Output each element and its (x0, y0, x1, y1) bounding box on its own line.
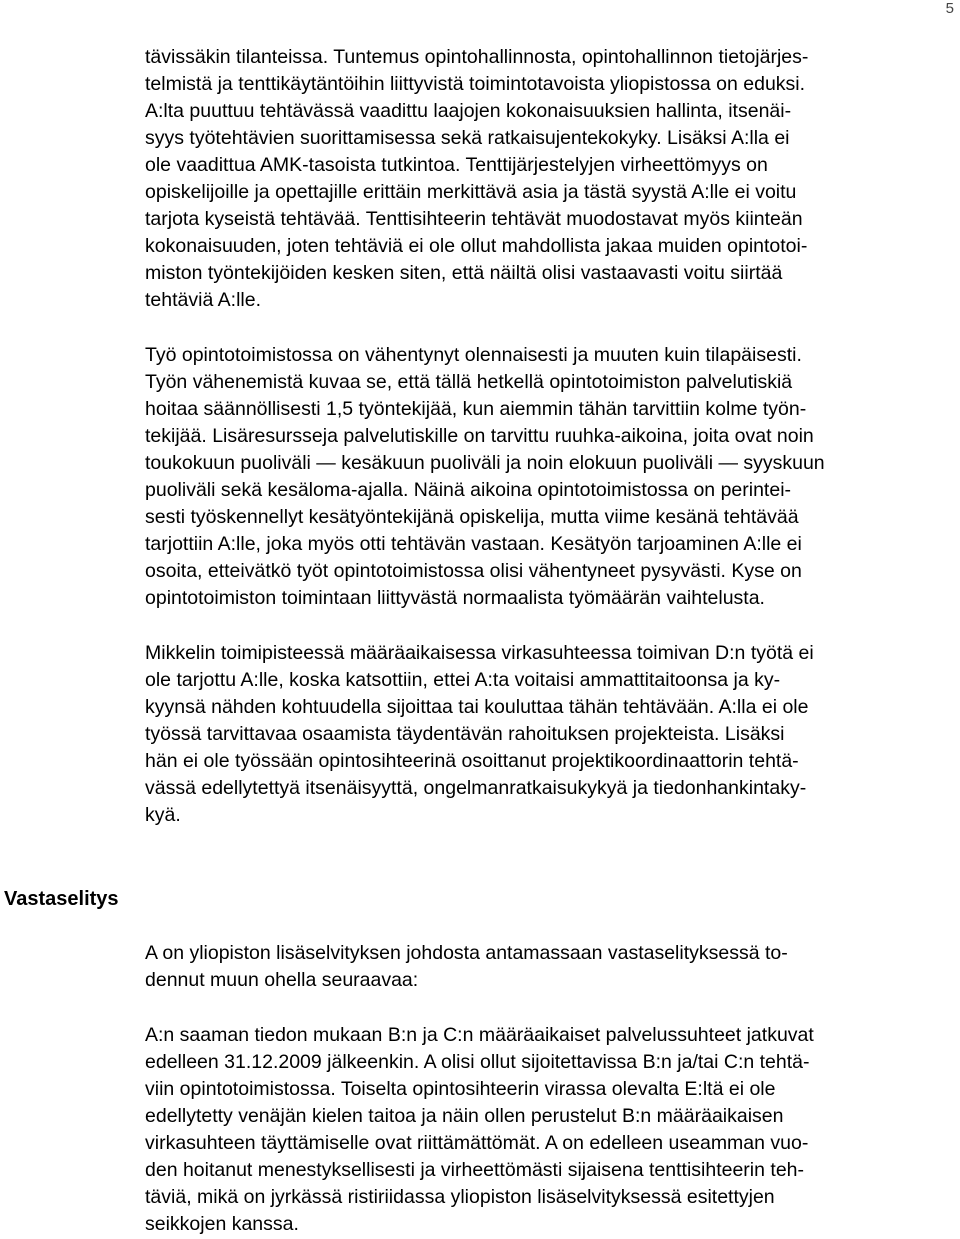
text-line: syys työtehtävien suorittamisessa sekä ratkaisujentekokyky. Lisäksi A:lla ei (145, 127, 790, 149)
text-line: tävissäkin tilanteissa. Tuntemus opintohallinnosta, opintohallinnon tietojärjes- (145, 46, 809, 68)
text-line: vässä edellytettyä itsenäisyyttä, ongelmanratkaisukykyä ja tiedonhankintaky- (145, 777, 807, 799)
text-line: tekijää. Lisäresursseja palvelutiskille on tarvittu ruuhka-aikoina, joita ovat noin (145, 425, 814, 447)
text-line: edelleen 31.12.2009 jälkeenkin. A olisi ollut sijoitettavissa B:n ja/tai C:n tehtä- (145, 1051, 810, 1073)
text-line: osoita, etteivätkö työt opintotoimistossa olisi vähentyneet pysyvästi. Kyse on (145, 560, 802, 582)
text-line: dennut muun ohella seuraavaa: (145, 969, 419, 991)
text-line: edellytetty venäjän kielen taitoa ja näin ollen perustelut B:n määräaikaisen (145, 1105, 784, 1127)
text-line: hän ei ole työssään opintosihteerinä osoittanut projektikoordinaattorin tehtä- (145, 750, 799, 772)
text-line: den hoitanut menestyksellisesti ja virheettömästi sijaisena tenttisihteerin teh- (145, 1159, 805, 1181)
text-line: kyä. (145, 804, 181, 826)
text-line: opiskelijoille ja opettajille erittäin merkittävä asia ja tästä syystä A:lle ei voitu (145, 181, 797, 203)
text-line: tarjottiin A:lle, joka myös otti tehtävän vastaan. Kesätyön tarjoaminen A:lle ei (145, 533, 802, 555)
text-line: ole tarjottu A:lle, koska katsottiin, ettei A:ta voitaisi ammattitaitoonsa ja ky- (145, 669, 781, 691)
text-line: tehtäviä A:lle. (145, 289, 261, 311)
text-line: A on yliopiston lisäselvityksen johdosta antamassaan vastaselityksessä to- (145, 942, 788, 964)
text-line: Mikkelin toimipisteessä määräaikaisessa virkasuhteessa toimivan D:n työtä ei (145, 642, 814, 664)
text-line: työssä tarvittavaa osaamista täydentävän rahoituksen projekteista. Lisäksi (145, 723, 785, 745)
text-line: miston työntekijöiden kesken siten, että näiltä olisi vastaavasti voitu siirtää (145, 262, 783, 284)
text-line: sesti työskennellyt kesätyöntekijänä opiskelija, mutta viime kesänä tehtävää (145, 506, 799, 528)
text-line: A:lta puuttuu tehtävässä vaadittu laajojen kokonaisuuksien hallinta, itsenäi- (145, 100, 792, 122)
text-line: kokonaisuuden, joten tehtäviä ei ole ollut mahdollista jakaa muiden opintotoi- (145, 235, 808, 257)
text-line: puoliväli sekä kesäloma-ajalla. Näinä aikoina opintotoimistossa on perintei- (145, 479, 792, 501)
text-line: Työ opintotoimistossa on vähentynyt olennaisesti ja muuten kuin tilapäisesti. (145, 344, 802, 366)
text-line: toukokuun puoliväli — kesäkuun puoliväli ja noin elokuun puoliväli — syyskuun (145, 452, 825, 474)
text-line: opintotoimiston toimintaan liittyvästä normaalista työmäärän vaihtelusta. (145, 587, 765, 609)
text-line: viin opintotoimistossa. Toiselta opintosihteerin virassa olevalta E:ltä ei ole (145, 1078, 776, 1100)
text-line: telmistä ja tenttikäytäntöihin liittyvistä toimintotavoista yliopistossa on eduksi. (145, 73, 806, 95)
text-line: kyynsä nähden kohtuudella sijoittaa tai kouluttaa tähän tehtävään. A:lla ei ole (145, 696, 809, 718)
text-line: ole vaadittua AMK-tasoista tutkintoa. Tenttijärjestelyjen virheettömyys on (145, 154, 768, 176)
text-line: seikkojen kanssa. (145, 1213, 299, 1235)
text-line: virkasuhteen täyttämiselle ovat riittämättömät. A on edelleen useamman vuo- (145, 1132, 809, 1154)
text-line: täviä, mikä on jyrkässä ristiriidassa yliopiston lisäselvityksessä esitettyjen (145, 1186, 775, 1208)
text-line: tarjota kyseistä tehtävää. Tenttisihteerin tehtävät muodostavat myös kiinteän (145, 208, 803, 230)
text-line: A:n saaman tiedon mukaan B:n ja C:n määräaikaiset palvelussuhteet jatkuvat (145, 1024, 814, 1046)
section-heading: Vastaselitys (4, 888, 119, 910)
page-number: 5 (945, 0, 954, 17)
text-line: Työn vähenemistä kuvaa se, että tällä hetkellä opintotoimiston palvelutiskiä (145, 371, 793, 393)
text-line: hoitaa säännöllisesti 1,5 työntekijää, kun aiemmin tähän tarvittiin kolme työn- (145, 398, 807, 420)
